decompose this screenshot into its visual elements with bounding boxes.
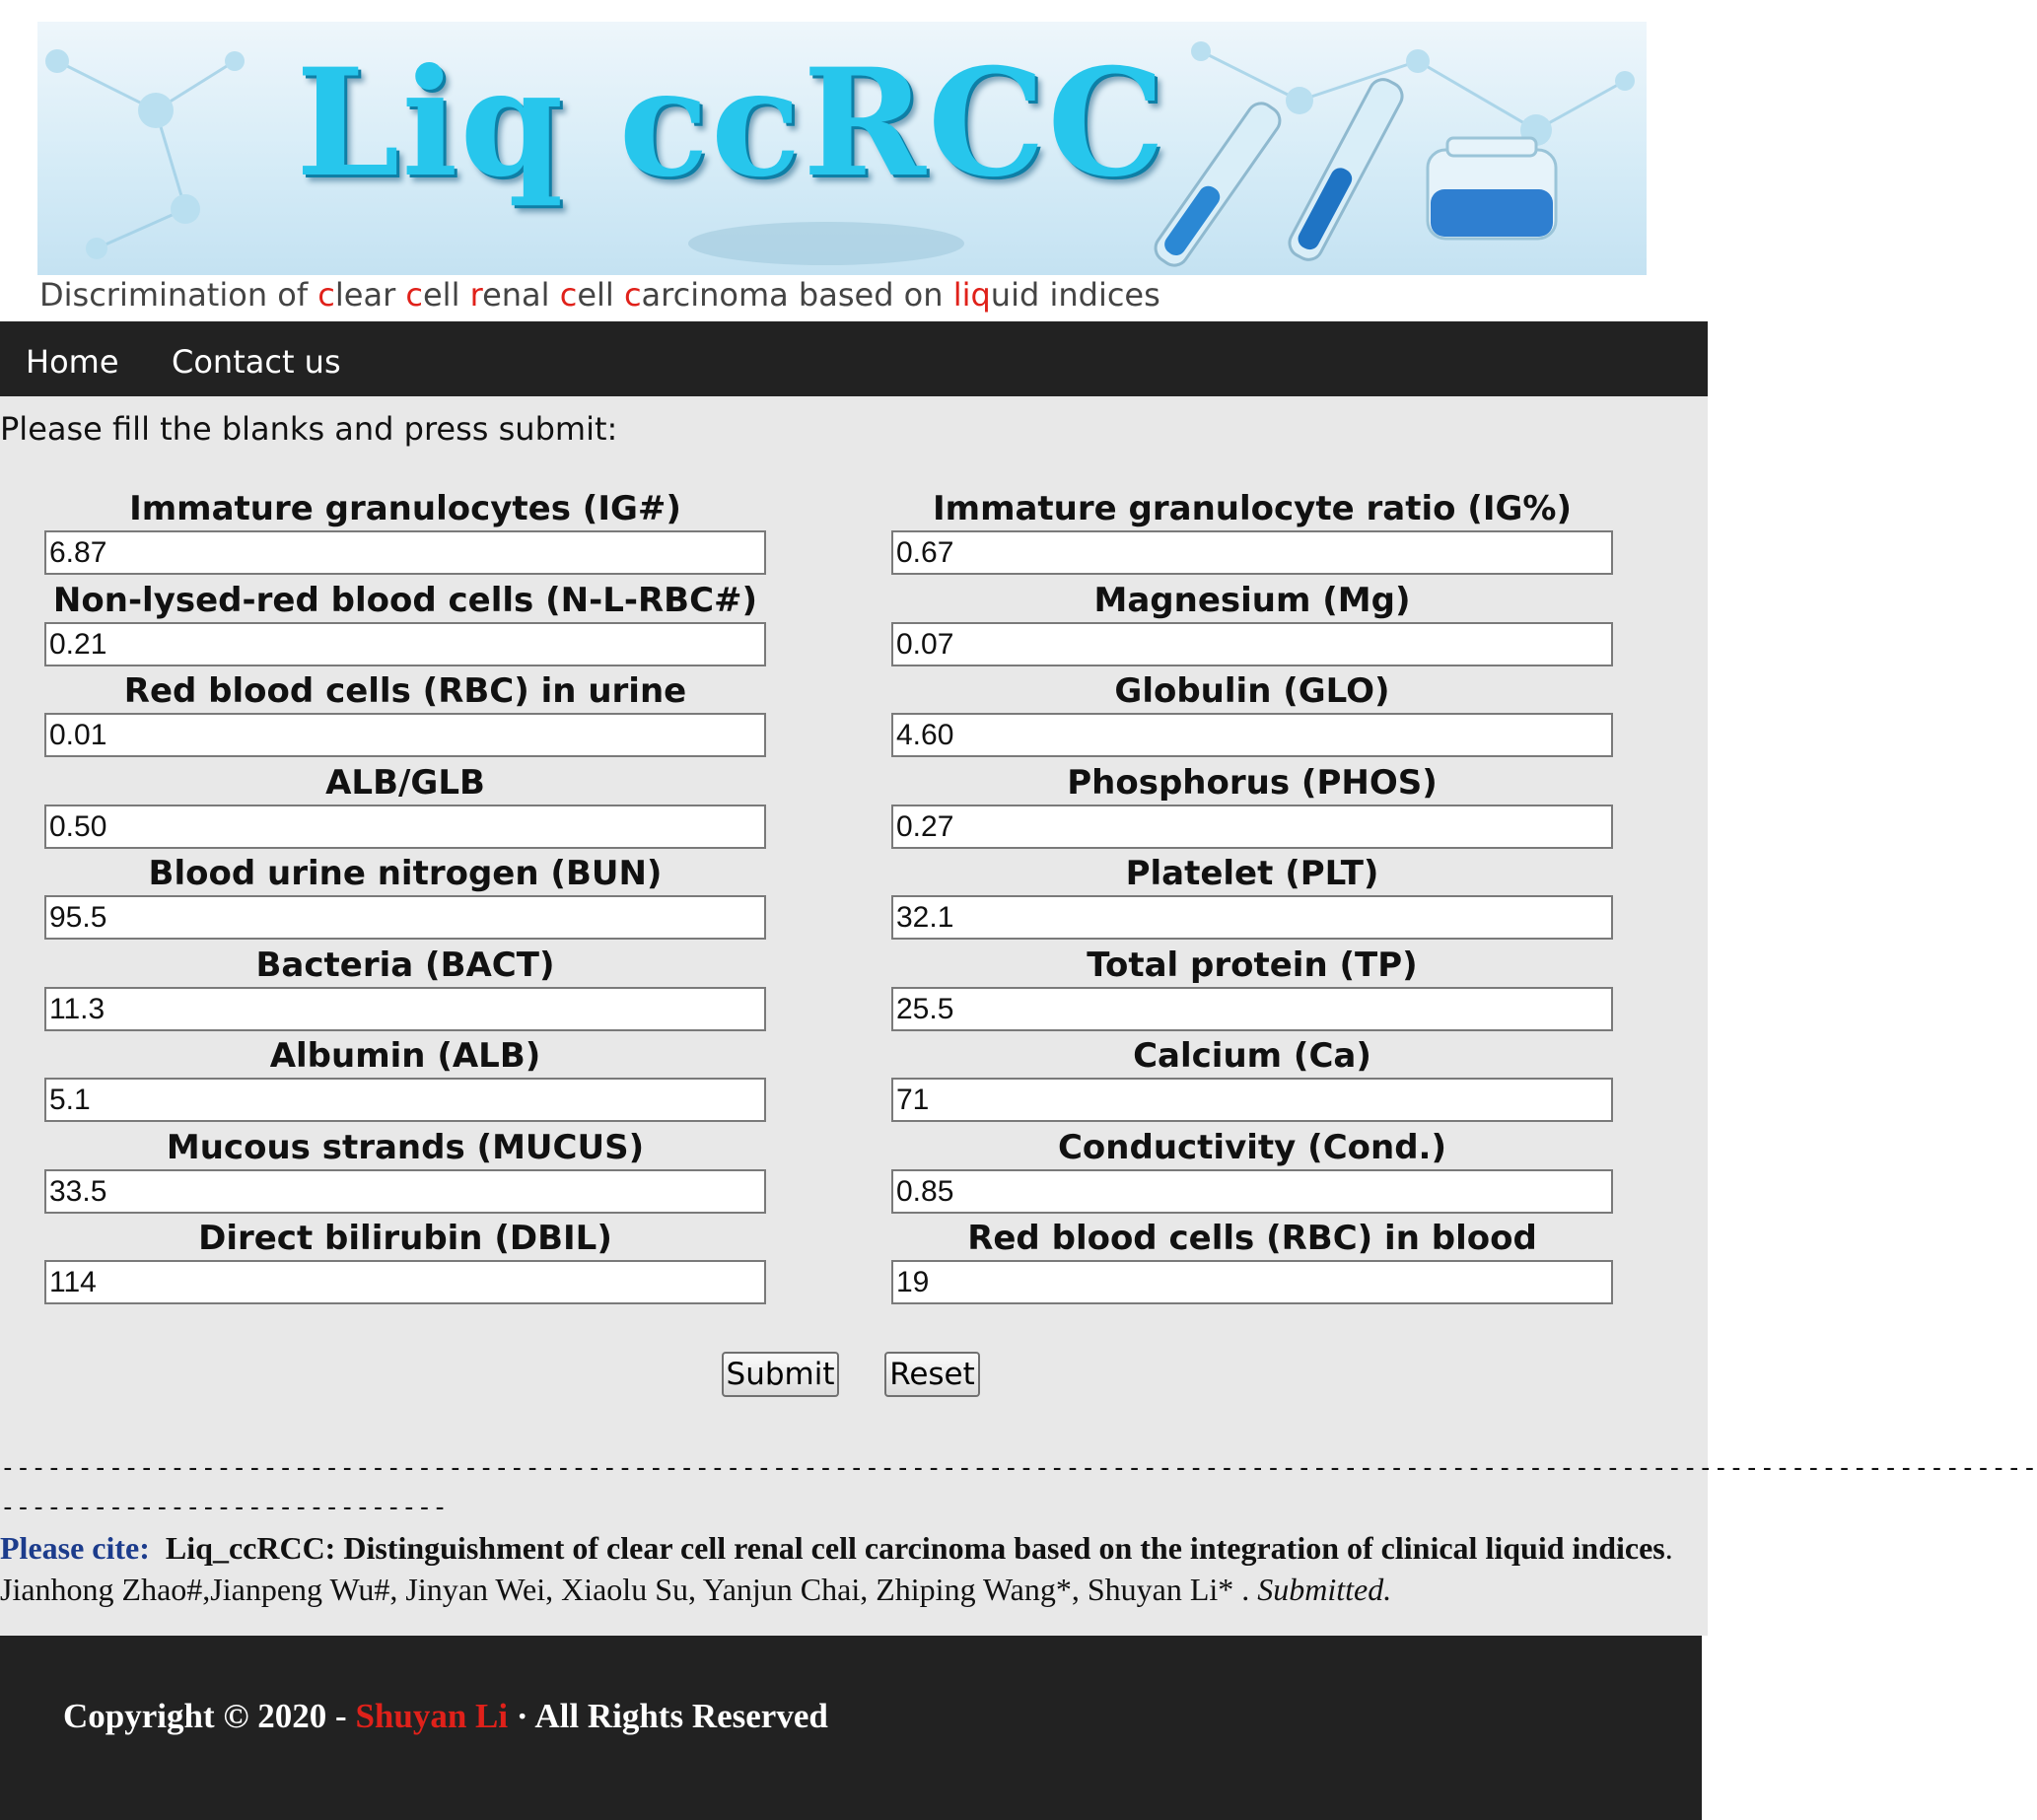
bact-input[interactable] bbox=[44, 987, 766, 1031]
field-phos bbox=[891, 761, 1613, 849]
subtitle-part: ell bbox=[577, 276, 624, 314]
subtitle-highlight: r bbox=[469, 276, 483, 314]
nlrbc-input[interactable] bbox=[44, 622, 766, 666]
ig-count-input[interactable] bbox=[44, 530, 766, 575]
subtitle-part: enal bbox=[482, 276, 560, 314]
field-rbc-urine bbox=[44, 669, 766, 757]
field-bact bbox=[44, 944, 766, 1031]
field-label: Phosphorus (PHOS) bbox=[1067, 763, 1438, 803]
field-ca bbox=[891, 1034, 1613, 1122]
site-logo-title: Liq ccRCC bbox=[296, 36, 1167, 210]
field-cond bbox=[891, 1126, 1613, 1214]
page-footer bbox=[0, 1636, 1702, 1820]
cite-status: Submitted. bbox=[1257, 1572, 1392, 1607]
field-label: Non-lysed-red blood cells (N-L-RBC#) bbox=[52, 581, 758, 620]
subtitle-highlight: liq bbox=[952, 276, 991, 314]
rbc-urine-input[interactable] bbox=[44, 713, 766, 757]
subtitle-highlight: c bbox=[405, 276, 423, 314]
copyright-prefix: Copyright © 2020 - bbox=[63, 1697, 356, 1735]
subtitle-highlight: c bbox=[623, 276, 642, 314]
dbil-input[interactable] bbox=[44, 1260, 766, 1304]
cite-authors: . Jianhong Zhao#,Jianpeng Wu#, Jinyan Wei, Xiaolu Su, Yanjun Chai, Zhiping Wang*, Shuyan Li* . bbox=[0, 1530, 1673, 1607]
field-alb-glb bbox=[44, 761, 766, 849]
field-tp bbox=[891, 944, 1613, 1031]
alb-glb-input[interactable] bbox=[44, 805, 766, 849]
alb-input[interactable] bbox=[44, 1078, 766, 1122]
submit-button[interactable]: Submit bbox=[722, 1352, 839, 1397]
field-label: Red blood cells (RBC) in urine bbox=[123, 671, 687, 711]
copyright-suffix: · All Rights Reserved bbox=[508, 1697, 828, 1735]
reset-button[interactable]: Reset bbox=[884, 1352, 980, 1397]
header-banner bbox=[37, 22, 1647, 275]
test-tube-icon bbox=[1151, 75, 1407, 271]
phos-input[interactable] bbox=[891, 805, 1613, 849]
field-bun bbox=[44, 852, 766, 940]
mg-input[interactable] bbox=[891, 622, 1613, 666]
field-label: Blood urine nitrogen (BUN) bbox=[148, 854, 663, 893]
site-subtitle bbox=[39, 276, 1160, 314]
nav-home-link[interactable]: Home bbox=[26, 343, 119, 381]
separator-line: ------------------------------------------------------------------------------------------------------------------------------------ bbox=[0, 1453, 2037, 1483]
citation-block bbox=[0, 1527, 1704, 1610]
mucus-input[interactable] bbox=[44, 1169, 766, 1214]
subtitle-part: lear bbox=[334, 276, 406, 314]
field-mg bbox=[891, 579, 1613, 666]
field-label: Globulin (GLO) bbox=[1114, 671, 1390, 711]
field-mucus bbox=[44, 1126, 766, 1214]
petri-dish-icon bbox=[688, 222, 964, 265]
top-navigation bbox=[0, 321, 1708, 396]
field-glo bbox=[891, 669, 1613, 757]
field-label: Calcium (Ca) bbox=[1133, 1036, 1371, 1076]
prediction-form bbox=[0, 396, 2037, 1636]
subtitle-part: arcinoma based on bbox=[641, 276, 953, 314]
cite-title: Liq_ccRCC: Distinguishment of clear cell renal cell carcinoma based on the integration of clinical liquid indices bbox=[165, 1530, 1665, 1566]
subtitle-part: Discrimination of bbox=[39, 276, 318, 314]
field-label: Immature granulocyte ratio (IG%) bbox=[932, 489, 1573, 528]
separator-line: ----------------------------- bbox=[0, 1493, 448, 1522]
subtitle-part: ell bbox=[422, 276, 470, 314]
nav-contact-link[interactable]: Contact us bbox=[172, 343, 341, 381]
field-dbil bbox=[44, 1217, 766, 1304]
copyright-text bbox=[63, 1697, 828, 1736]
field-label: Albumin (ALB) bbox=[269, 1036, 541, 1076]
field-label: ALB/GLB bbox=[325, 763, 485, 803]
rbc-blood-input[interactable] bbox=[891, 1260, 1613, 1304]
ca-input[interactable] bbox=[891, 1078, 1613, 1122]
field-alb bbox=[44, 1034, 766, 1122]
field-label: Mucous strands (MUCUS) bbox=[166, 1128, 645, 1167]
cite-label: Please cite: bbox=[0, 1530, 150, 1566]
field-plt bbox=[891, 852, 1613, 940]
field-label: Platelet (PLT) bbox=[1125, 854, 1379, 893]
form-instruction: Please fill the blanks and press submit: bbox=[0, 410, 618, 448]
bun-input[interactable] bbox=[44, 895, 766, 940]
subtitle-highlight: c bbox=[559, 276, 578, 314]
subtitle-highlight: c bbox=[317, 276, 335, 314]
cond-input[interactable] bbox=[891, 1169, 1613, 1214]
field-nlrbc bbox=[44, 579, 766, 666]
subtitle-part: uid indices bbox=[990, 276, 1160, 314]
footer-author-link[interactable]: Shuyan Li bbox=[355, 1697, 509, 1735]
tp-input[interactable] bbox=[891, 987, 1613, 1031]
field-label: Immature granulocytes (IG#) bbox=[129, 489, 681, 528]
field-label: Bacteria (BACT) bbox=[255, 945, 555, 985]
field-label: Conductivity (Cond.) bbox=[1057, 1128, 1447, 1167]
field-ig-ratio bbox=[891, 487, 1613, 575]
beaker-icon bbox=[1428, 138, 1556, 239]
field-label: Magnesium (Mg) bbox=[1093, 581, 1411, 620]
field-label: Red blood cells (RBC) in blood bbox=[967, 1219, 1537, 1258]
field-label: Direct bilirubin (DBIL) bbox=[198, 1219, 612, 1258]
ig-ratio-input[interactable] bbox=[891, 530, 1613, 575]
plt-input[interactable] bbox=[891, 895, 1613, 940]
field-rbc-blood bbox=[891, 1217, 1613, 1304]
field-label: Total protein (TP) bbox=[1087, 945, 1418, 985]
field-ig-count bbox=[44, 487, 766, 575]
glo-input[interactable] bbox=[891, 713, 1613, 757]
